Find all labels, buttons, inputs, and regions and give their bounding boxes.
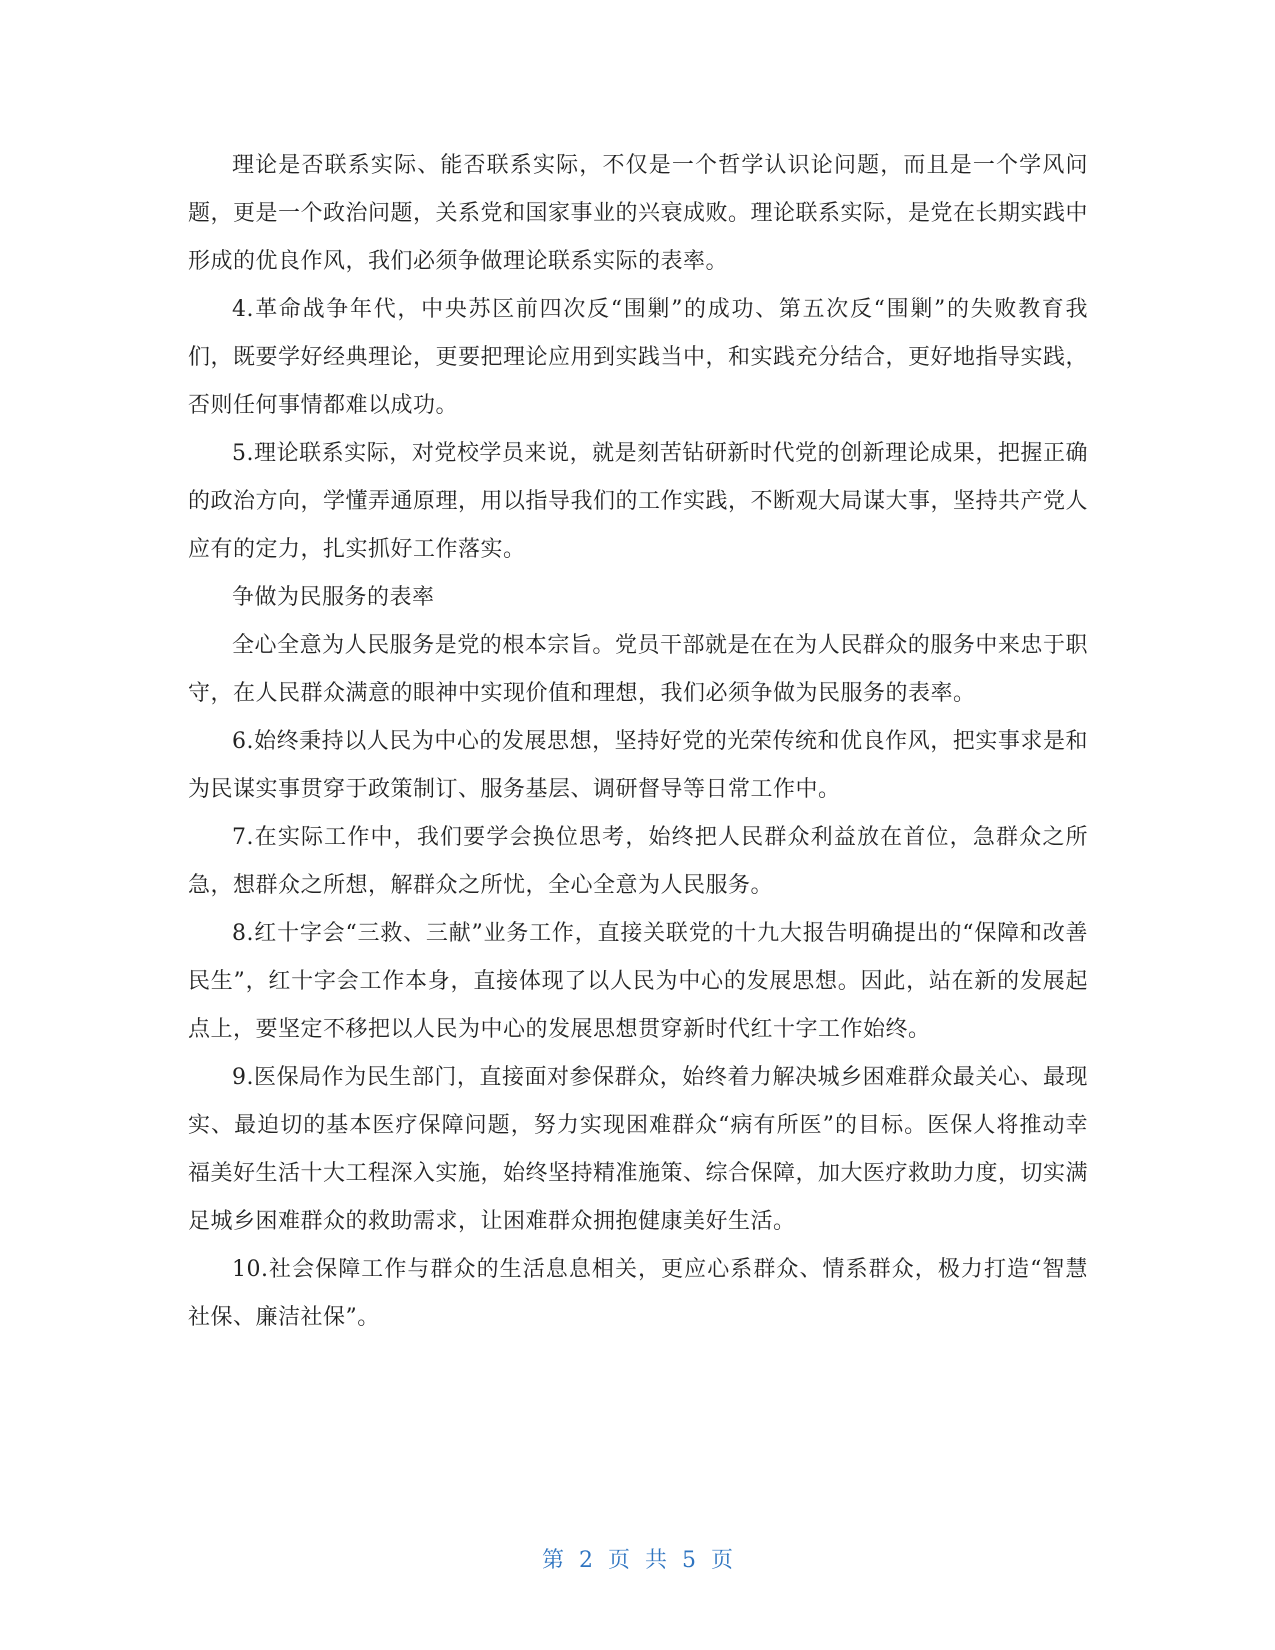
document-body <box>188 142 1088 1342</box>
paragraph-theory-practice: 理论是否联系实际、能否联系实际，不仅是一个哲学认识论问题，而且是一个学风问题，更是一个政治问题，关系党和国家事业的兴衰成败。理论联系实际，是党在长期实践中形成的优良作风，我们必须争做理论联系实际的表率。 <box>188 153 1089 274</box>
page-footer <box>0 1543 1275 1574</box>
footer-label-ye-end: 页 <box>711 1548 734 1573</box>
paragraph-item-10: 10.社会保障工作与群众的生活息息相关，更应心系群众、情系群众，极力打造“智慧社保、廉洁社保”。 <box>188 1257 1088 1330</box>
footer-label-di: 第 <box>541 1548 564 1573</box>
footer-label-ye: 页 <box>607 1548 630 1573</box>
footer-total-pages: 5 <box>682 1548 697 1573</box>
paragraph-item-7: 7.在实际工作中，我们要学会换位思考，始终把人民群众利益放在首位，急群众之所急，想群众之所想，解群众之所忧，全心全意为人民服务。 <box>188 825 1088 898</box>
paragraph-item-5: 5.理论联系实际，对党校学员来说，就是刻苦钻研新时代党的创新理论成果，把握正确的政治方向，学懂弄通原理，用以指导我们的工作实践，不断观大局谋大事，坚持共产党人应有的定力，扎实抓好工作落实。 <box>188 441 1089 562</box>
paragraph-item-4: 4.革命战争年代，中央苏区前四次反“围剿”的成功、第五次反“围剿”的失败教育我们，既要学好经典理论，更要把理论应用到实践当中，和实践充分结合，更好地指导实践，否则任何事情都难以成功。 <box>188 297 1089 418</box>
paragraph-item-8: 8.红十字会“三救、三献”业务工作，直接关联党的十九大报告明确提出的“保障和改善民生”，红十字会工作本身，直接体现了以人民为中心的发展思想。因此，站在新的发展起点上，要坚定不移把以人民为中心的发展思想贯穿新时代红十字工作始终。 <box>188 921 1088 1042</box>
section-heading-serve-people: 争做为民服务的表率 <box>232 585 435 610</box>
paragraph-item-9: 9.医保局作为民生部门，直接面对参保群众，始终着力解决城乡困难群众最关心、最现实、最迫切的基本医疗保障问题，努力实现困难群众“病有所医”的目标。医保人将推动幸福美好生活十大工程深入实施，始终坚持精准施策、综合保障，加大医疗救助力度，切实满足城乡困难群众的救助需求，让困难群众拥抱健康美好生活。 <box>188 1065 1089 1234</box>
paragraph-item-6: 6.始终秉持以人民为中心的发展思想，坚持好党的光荣传统和优良作风，把实事求是和为民谋实事贯穿于政策制订、服务基层、调研督导等日常工作中。 <box>188 729 1088 802</box>
footer-label-gong: 共 <box>645 1548 668 1573</box>
paragraph-serve-people: 全心全意为人民服务是党的根本宗旨。党员干部就是在在为人民群众的服务中来忠于职守，在人民群众满意的眼神中实现价值和理想，我们必须争做为民服务的表率。 <box>188 633 1088 706</box>
footer-current-page: 2 <box>578 1548 593 1573</box>
